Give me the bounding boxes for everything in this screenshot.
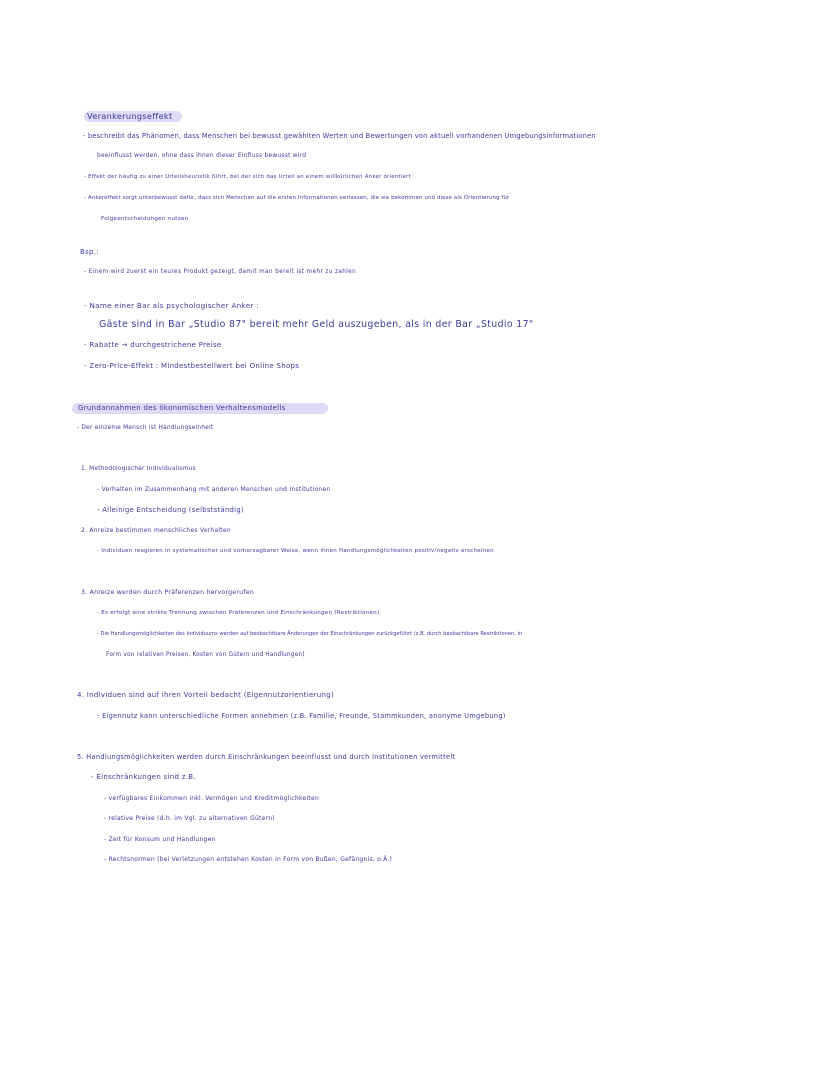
anchor-point: - beschreibt das Phänomen, dass Menschen bei bewusst gewählten Werten und Bewertungen von aktuell vorhandenen Umgebungsinformationen <box>83 132 596 140</box>
model-item-title: 4. Individuen sind auf ihren Vorteil bedacht (Eigennutzorientierung) <box>77 691 334 699</box>
model-item-sub: - relative Preise (d.h. im Vgl. zu alternativen Gütern) <box>104 815 275 822</box>
model-item-title: 3. Anreize werden durch Präferenzen hervorgerufen <box>81 589 254 596</box>
anchor-point: Folgeentscheidungen nutzen <box>101 216 189 222</box>
section-heading-anchor: Verankerungseffekt <box>87 111 173 121</box>
example-item: - Einem wird zuerst ein teures Produkt gezeigt, damit man bereit ist mehr zu zahlen <box>84 269 357 275</box>
model-item-title: 5. Handlungsmöglichkeiten werden durch Einschränkungen beeinflusst und durch Institutionen vermittelt <box>77 753 456 761</box>
model-item-sub: - Einschränkungen sind z.B. <box>91 773 196 781</box>
model-item-sub: - Rechtsnormen (bei Verletzungen entstehen Kosten in Form von Bußen, Gefängnis, o.Ä.) <box>104 856 393 863</box>
model-item-sub: - Zeit für Konsum und Handlungen <box>104 836 216 843</box>
model-item-title: 1. Methodologischer Individualismus <box>81 466 196 472</box>
anchor-point: - Effekt der häufig zu einer Urteilsheuristik führt, bei der sich das Urteil an einem willkürlichen Anker orientiert <box>84 174 412 180</box>
anchor-point: - Ankereffekt sorgt unterbewusst dafür, dass sich Menschen auf die ersten Informationen verlassen, die sie bekommen und diese als Orientierung für <box>84 195 510 201</box>
model-item-sub: - Eigennutz kann unterschiedliche Formen annehmen (z.B. Familie, Freunde, Stammkunden, anonyme Umgebung) <box>97 712 506 720</box>
example-label: Bsp.: <box>80 248 99 256</box>
model-item-sub: - Alleinige Entscheidung (selbstständig) <box>97 506 244 514</box>
section-heading-model: Grundannahmen des ökonomischen Verhaltensmodells <box>78 404 286 412</box>
example-item: - Name einer Bar als psychologischer Anker : <box>84 301 260 310</box>
model-item-sub: - verfügbares Einkommen inkl. Vermögen und Kreditmöglichkeiten <box>104 795 320 802</box>
example-item: Gäste sind in Bar „Studio 87" bereit mehr Geld auszugeben, als in der Bar „Studio 17" <box>99 319 534 330</box>
example-item: - Zero-Price-Effekt : Mindestbestellwert bei Online Shops <box>84 362 300 370</box>
model-item-sub: - Die Handlungsmöglichkeiten des Individuums werden auf beobachtbare Änderungen der Einschränkungen zurückgeführt (z.B. durch beobachtbare Restriktionen, in <box>97 631 523 637</box>
model-item-sub: - Individuen reagieren in systematischer und vorhersagbarer Weise, wenn ihnen Handlungsmöglichkeiten positiv/negativ erscheinen <box>97 548 494 554</box>
model-item-sub: - Verhalten im Zusammenhang mit anderen Menschen und Institutionen <box>97 486 331 493</box>
model-intro: - Der einzelne Mensch ist Handlungseinheit <box>77 425 214 431</box>
anchor-point: beeinflusst werden, ohne dass ihnen dieser Einfluss bewusst wird <box>97 153 307 159</box>
model-item-sub: - Es erfolgt eine strikte Trennung zwischen Präferenzen und Einschränkungen (Restriktionen) <box>97 610 380 616</box>
model-item-title: 2. Anreize bestimmen menschliches Verhalten <box>81 527 231 534</box>
example-item: - Rabatte → durchgestrichene Preise <box>84 341 222 349</box>
model-item-sub: Form von relativen Preisen, Kosten von Gütern und Handlungen) <box>106 652 305 658</box>
